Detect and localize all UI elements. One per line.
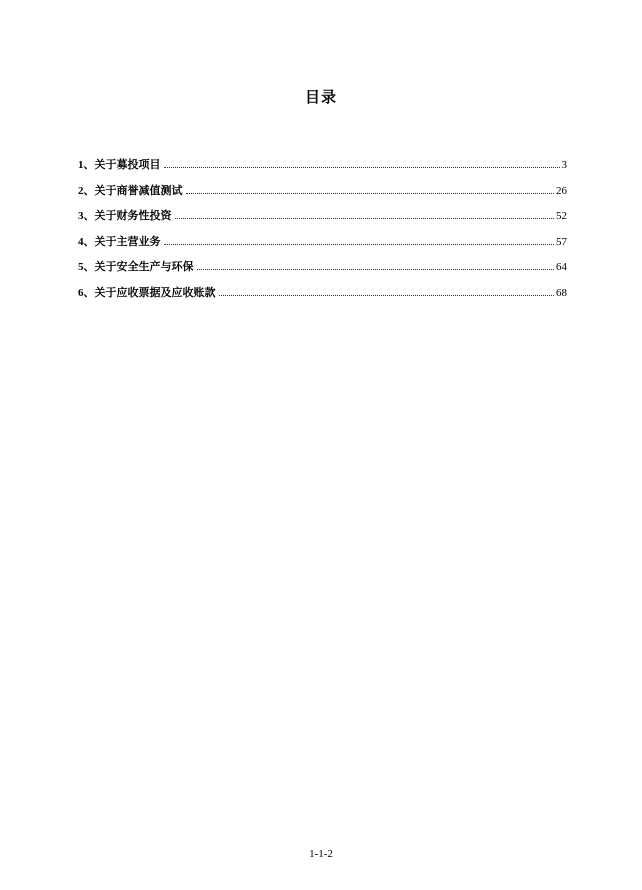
page-footer-number: 1-1-2 <box>309 848 333 860</box>
toc-entry-label: 关于财务性投资 <box>94 209 172 222</box>
toc-entry-page: 57 <box>556 235 567 248</box>
toc-entry-number: 2 <box>78 184 84 197</box>
toc-entry-label: 关于应收票据及应收账款 <box>94 285 216 299</box>
dot-leader <box>175 218 555 219</box>
dot-leader <box>197 269 555 270</box>
toc-entry-page: 64 <box>556 261 567 273</box>
table-of-contents <box>78 158 567 311</box>
toc-entry-page: 26 <box>556 184 567 197</box>
toc-entry-number: 6 <box>78 286 84 299</box>
toc-entry-page: 52 <box>556 210 567 222</box>
toc-entry-page: 3 <box>561 159 567 171</box>
toc-entry-separator: 、 <box>83 183 95 197</box>
toc-entry-separator: 、 <box>83 209 95 222</box>
toc-entry-number: 5 <box>78 261 84 273</box>
toc-entry-label: 关于安全生产与环保 <box>94 260 194 273</box>
toc-entry-page: 68 <box>556 286 567 299</box>
toc-entry-number: 4 <box>78 235 84 248</box>
toc-entry-separator: 、 <box>83 158 95 171</box>
toc-entry-number: 1 <box>78 159 84 171</box>
dot-leader <box>186 193 555 194</box>
toc-entry[interactable] <box>78 184 567 210</box>
toc-entry[interactable] <box>78 286 567 312</box>
page-title: 目录 <box>304 88 337 106</box>
dot-leader <box>219 295 555 296</box>
toc-entry-label: 关于商誉减值测试 <box>94 183 183 197</box>
toc-entry-label: 关于主营业务 <box>94 234 161 248</box>
dot-leader <box>164 167 560 168</box>
toc-entry-number: 3 <box>78 210 84 222</box>
toc-entry[interactable] <box>78 235 567 261</box>
toc-entry[interactable] <box>78 209 567 235</box>
toc-entry-separator: 、 <box>83 234 95 248</box>
toc-entry-separator: 、 <box>83 285 95 299</box>
toc-entry[interactable] <box>78 158 567 184</box>
dot-leader <box>164 244 555 245</box>
toc-entry-label: 关于募投项目 <box>94 158 161 171</box>
toc-entry[interactable] <box>78 260 567 286</box>
toc-entry-separator: 、 <box>83 260 95 273</box>
